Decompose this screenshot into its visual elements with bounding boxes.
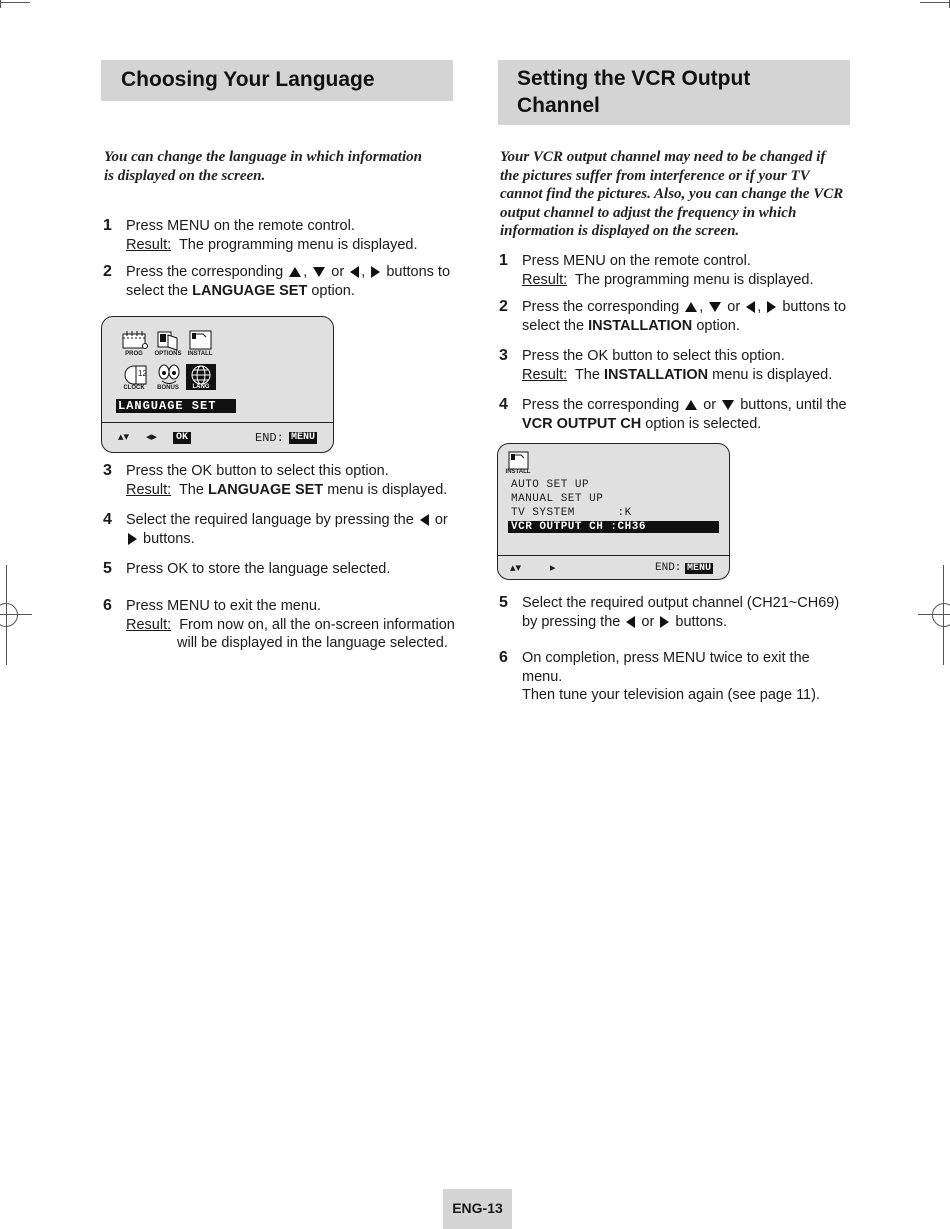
- step-text: Select the required language by pressing the: [126, 512, 414, 528]
- page-number: ENG-13: [452, 1200, 503, 1216]
- step-text: buttons to: [782, 299, 847, 315]
- step-text: buttons, until the: [740, 397, 847, 413]
- step-text: buttons to: [386, 264, 451, 280]
- step-text: buttons.: [143, 530, 195, 547]
- registration-mark-top-left: [0, 0, 30, 10]
- menu-badge: MENU: [291, 432, 316, 443]
- right-section-title-line2: Channel: [517, 94, 600, 117]
- installation-menu-screen: [497, 443, 730, 580]
- step-text: Press OK to store the language selected.: [126, 561, 391, 577]
- left-step-3: [103, 462, 463, 502]
- icon-label-options: OPTIONS: [154, 351, 182, 357]
- right-arrow-icon: [767, 301, 776, 313]
- right-arrow-icon: [660, 616, 669, 628]
- step-number: 1: [103, 217, 112, 234]
- or-text: or: [703, 397, 717, 413]
- svg-text:12: 12: [138, 369, 147, 378]
- result-label: Result:: [126, 236, 172, 253]
- registration-mark-left: [0, 565, 32, 665]
- down-arrow-icon: [313, 267, 325, 277]
- step-number: 6: [103, 597, 112, 614]
- right-arrow-icon: [371, 266, 380, 278]
- up-arrow-icon: [685, 302, 697, 312]
- result-text: The: [178, 481, 204, 498]
- icon-label-install: INSTALL: [505, 469, 531, 475]
- prog-icon: [122, 331, 148, 351]
- menu-badge: MENU: [687, 563, 712, 574]
- menu-item-manual-set-up: MANUAL SET UP: [511, 493, 604, 505]
- bold-option: VCR OUTPUT CH: [522, 415, 642, 432]
- page-number-badge: [443, 1189, 512, 1229]
- step-number: 5: [499, 594, 508, 611]
- right-arrow-icon: [128, 533, 137, 545]
- bonus-icon: [157, 364, 181, 386]
- or-text: or: [727, 299, 741, 315]
- step-number: 2: [103, 263, 112, 280]
- step-text: Press the OK button to select this option.: [126, 463, 389, 479]
- left-section-header: [101, 60, 453, 101]
- right-step-3: [499, 347, 859, 387]
- left-intro: You can change the language in which information is displayed on the screen.: [104, 149, 422, 184]
- language-set-highlight: LANGUAGE SET: [116, 399, 236, 413]
- result-label: Result:: [126, 616, 172, 633]
- right-step-4: [499, 396, 859, 436]
- menu-item-auto-set-up: AUTO SET UP: [511, 479, 590, 491]
- step-text: Press the corresponding: [522, 397, 680, 413]
- screen-divider: [102, 422, 333, 423]
- right-step-1: [499, 252, 859, 292]
- registration-mark-top-right: [920, 0, 950, 10]
- step-number: 3: [103, 462, 112, 479]
- step-text: On completion, press MENU twice to exit the: [522, 650, 810, 666]
- comma: ,: [699, 299, 704, 315]
- step-text: option.: [311, 282, 355, 299]
- bold-option: LANGUAGE SET: [207, 481, 324, 498]
- left-step-5: [103, 560, 463, 580]
- right-step-6: [499, 649, 859, 709]
- left-arrow-icon: [420, 514, 429, 526]
- left-section-title: Choosing Your Language: [121, 68, 375, 91]
- registration-mark-right: [918, 565, 950, 665]
- step-text: Press MENU to exit the menu.: [126, 598, 322, 614]
- step-number: 5: [103, 560, 112, 577]
- comma: ,: [303, 264, 308, 280]
- bold-option: INSTALLATION: [588, 317, 693, 334]
- install-icon: [508, 451, 530, 471]
- up-down-nav-icon: ▴▾: [510, 562, 522, 574]
- left-step-1: [103, 217, 463, 257]
- step-number: 3: [499, 347, 508, 364]
- step-text: option.: [696, 317, 740, 334]
- result-label: Result:: [522, 271, 568, 288]
- result-text: menu is displayed.: [712, 366, 833, 383]
- icon-label-bonus: BONUS: [157, 385, 179, 391]
- install-icon: [189, 330, 213, 350]
- result-label: Result:: [126, 481, 172, 498]
- step-text: by pressing the: [522, 613, 621, 630]
- bold-option: LANGUAGE SET: [192, 282, 308, 299]
- result-text: The programming menu is displayed.: [178, 236, 418, 253]
- up-arrow-icon: [685, 400, 697, 410]
- step-text: buttons.: [675, 613, 727, 630]
- right-section-title-line1: Setting the VCR Output: [517, 67, 751, 90]
- left-right-nav-icon: ◂▸: [146, 431, 158, 443]
- menu-item-vcr-output-ch: VCR OUTPUT CH :CH36: [508, 521, 719, 533]
- menu-item-tv-system: TV SYSTEM :K: [511, 507, 632, 519]
- result-text: menu is displayed.: [327, 481, 448, 498]
- right-nav-icon: ▸: [550, 562, 556, 574]
- step-text: Then tune your television again (see page 11).: [522, 687, 820, 703]
- screen-divider: [498, 555, 729, 556]
- down-arrow-icon: [709, 302, 721, 312]
- step-text: select the: [126, 282, 189, 299]
- left-step-2: [103, 263, 463, 303]
- clock-icon: [124, 364, 148, 386]
- step-text: Press MENU on the remote control.: [522, 253, 751, 269]
- icon-label-install: INSTALL: [187, 351, 213, 357]
- step-number: 4: [499, 396, 508, 413]
- result-text: From now on, all the on-screen information: [179, 616, 455, 633]
- step-text: Press the corresponding: [522, 299, 680, 315]
- up-down-nav-icon: ▴▾: [118, 431, 130, 443]
- result-label: Result:: [522, 366, 568, 383]
- step-text: menu.: [522, 668, 563, 685]
- left-arrow-icon: [350, 266, 359, 278]
- options-icon: [157, 331, 181, 351]
- end-label: END:: [655, 562, 682, 574]
- step-number: 1: [499, 252, 508, 269]
- end-label: END:: [255, 431, 284, 445]
- result-text: The: [574, 366, 600, 383]
- step-text: Press MENU on the remote control.: [126, 218, 355, 234]
- result-text: will be displayed in the language selected.: [177, 635, 448, 651]
- or-text: or: [434, 512, 448, 528]
- up-arrow-icon: [289, 267, 301, 277]
- step-text: Press the corresponding: [126, 264, 284, 280]
- ok-badge: OK: [173, 432, 191, 444]
- step-text: option is selected.: [645, 415, 762, 432]
- result-text: The programming menu is displayed.: [574, 271, 814, 288]
- left-step-4: [103, 511, 463, 551]
- left-arrow-icon: [746, 301, 755, 313]
- comma: ,: [757, 299, 762, 315]
- step-text: Press the OK button to select this option.: [522, 348, 785, 364]
- or-text: or: [331, 264, 345, 280]
- icon-label-prog: PROG: [125, 351, 143, 357]
- step-text: Select the required output channel (CH21~CH69): [522, 595, 840, 611]
- left-step-6: [103, 597, 463, 657]
- down-arrow-icon: [722, 400, 734, 410]
- step-number: 4: [103, 511, 112, 528]
- or-text: or: [641, 613, 655, 630]
- step-number: 6: [499, 649, 508, 666]
- comma: ,: [361, 264, 366, 280]
- right-step-5: [499, 594, 859, 634]
- bold-option: INSTALLATION: [603, 366, 709, 383]
- left-arrow-icon: [626, 616, 635, 628]
- language-menu-screen: [101, 316, 334, 453]
- step-number: 2: [499, 298, 508, 315]
- icon-label-lang: LANG: [192, 384, 210, 390]
- right-intro: Your VCR output channel may need to be changed if the pictures suffer from interference or if your TV cannot find the pictures. Also, you can change the VCR output channel to adjust the frequency in which information is displayed on the screen.: [500, 149, 844, 239]
- right-step-2: [499, 298, 859, 338]
- icon-label-clock: CLOCK: [123, 385, 145, 391]
- right-section-header: [498, 60, 850, 125]
- step-text: select the: [522, 317, 585, 334]
